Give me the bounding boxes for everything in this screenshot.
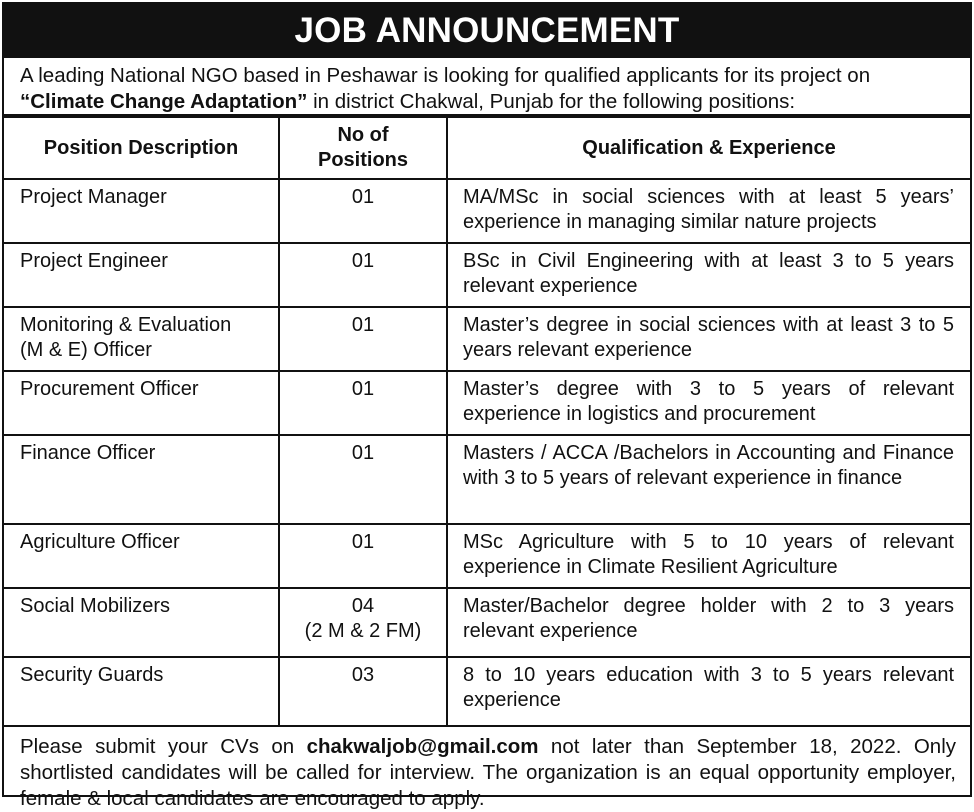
count-cell (279, 435, 447, 524)
header-count (279, 117, 447, 179)
position-cell (4, 371, 279, 435)
position-count: 01 (351, 186, 375, 208)
footer-text-end: not later than September 18, 2022. Only shortlisted candidates will be called for interview. The organization is an equal opportunity employer, female & local candidates are encouraged to apply. (20, 735, 956, 810)
position-cell (4, 524, 279, 588)
intro-text: A leading National NGO based in Peshawar is looking for qualified applicants for its project on (20, 64, 871, 87)
table-row (4, 307, 970, 371)
qualification-text: 8 to 10 years education with 3 to 5 years relevant experience (463, 664, 954, 711)
contact-email[interactable]: chakwaljob@gmail.com (306, 735, 539, 758)
qualification-text: MSc Agriculture with 5 to 10 years of relevant experience in Climate Resilient Agriculture (463, 531, 954, 578)
qualification-text: BSc in Civil Engineering with at least 3 to 5 years relevant experience (463, 250, 954, 297)
position-title: Project Manager (20, 186, 167, 208)
qualification-cell (447, 179, 970, 243)
position-count: 01 (351, 442, 375, 464)
position-cell (4, 307, 279, 371)
qualification-cell (447, 371, 970, 435)
footer-text-start: Please submit your CVs on (20, 735, 307, 758)
position-count: 01 (351, 314, 375, 336)
page-title: JOB ANNOUNCEMENT (4, 4, 970, 58)
position-title: Procurement Officer (20, 378, 199, 400)
qualification-cell (447, 307, 970, 371)
position-count: 03 (351, 664, 375, 686)
position-cell (4, 243, 279, 307)
count-cell (279, 657, 447, 726)
position-title: Finance Officer (20, 442, 156, 464)
table-row (4, 179, 970, 243)
count-cell (279, 588, 447, 657)
position-title: Project Engineer (20, 250, 168, 272)
table-row (4, 435, 970, 524)
count-cell (279, 524, 447, 588)
position-cell (4, 657, 279, 726)
count-cell (279, 179, 447, 243)
table-header-row (4, 117, 970, 179)
position-cell (4, 179, 279, 243)
position-count: 01 (351, 250, 375, 272)
job-announcement (2, 2, 972, 810)
position-title: Agriculture Officer (20, 531, 180, 553)
positions-table (4, 116, 970, 727)
position-title: Security Guards (20, 664, 164, 686)
position-count: 04 (351, 595, 375, 617)
position-title: Social Mobilizers (20, 595, 171, 617)
intro-paragraph (4, 58, 970, 116)
header-count-line1: No of (337, 124, 389, 146)
intro-text-location: in district Chakwal, Punjab for the following positions: (307, 90, 796, 113)
qualification-text: Masters / ACCA /Bachelors in Accounting and Finance with 3 to 5 years of relevant experience in finance (463, 442, 954, 489)
qualification-cell (447, 524, 970, 588)
position-cell (4, 588, 279, 657)
position-cell (4, 435, 279, 524)
application-instructions (4, 727, 970, 812)
qualification-text: Master’s degree with 3 to 5 years of relevant experience in logistics and procurement (463, 378, 954, 425)
project-name: “Climate Change Adaptation” (20, 90, 308, 113)
qualification-cell (447, 657, 970, 726)
position-count: 01 (351, 378, 375, 400)
table-row (4, 588, 970, 657)
header-count-line2: Positions (317, 149, 408, 171)
table-row (4, 243, 970, 307)
position-title: Monitoring & Evaluation (20, 314, 232, 336)
qualification-text: Master’s degree in social sciences with at least 3 to 5 years relevant experience (463, 314, 954, 361)
qualification-cell (447, 588, 970, 657)
qualification-text: Master/Bachelor degree holder with 2 to 3 years relevant experience (463, 595, 954, 642)
count-cell (279, 371, 447, 435)
header-qualification: Qualification & Experience (447, 117, 970, 179)
position-count-breakdown: (2 M & 2 FM) (304, 620, 422, 642)
table-row (4, 657, 970, 726)
qualification-text: MA/MSc in social sciences with at least 5 years’ experience in managing similar nature projects (463, 186, 954, 233)
count-cell (279, 243, 447, 307)
qualification-cell (447, 435, 970, 524)
position-count: 01 (351, 531, 375, 553)
qualification-cell (447, 243, 970, 307)
count-cell (279, 307, 447, 371)
table-body (4, 179, 970, 726)
header-position: Position Description (4, 117, 279, 179)
table-row (4, 524, 970, 588)
table-row (4, 371, 970, 435)
position-title-line2: (M & E) Officer (20, 339, 152, 361)
